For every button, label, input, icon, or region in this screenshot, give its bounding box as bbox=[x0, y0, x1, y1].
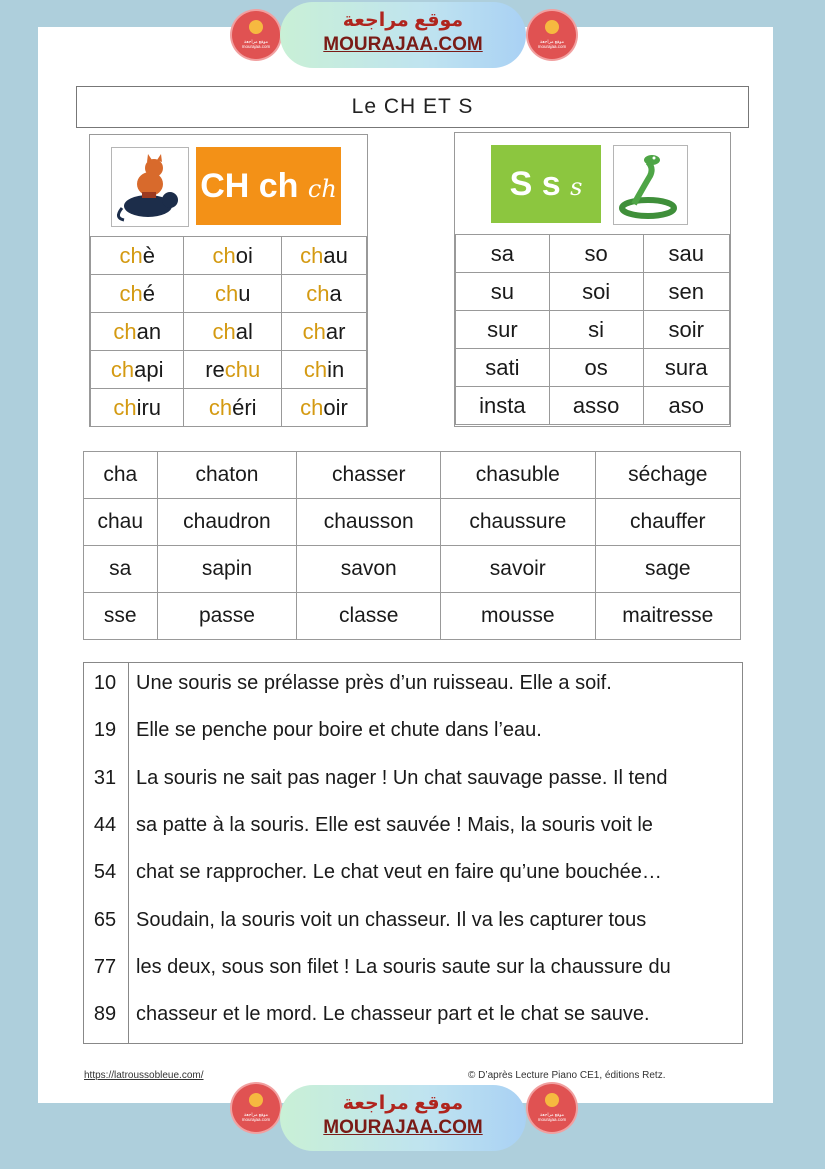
sentence-text: La souris ne sait pas nager ! Un chat sauvage passe. Il tend bbox=[136, 766, 668, 789]
ch-syllable: chiru bbox=[91, 389, 184, 427]
s-syllable-row bbox=[456, 387, 730, 425]
word-row bbox=[84, 593, 741, 640]
snake-picture bbox=[613, 145, 688, 225]
ch-syllable: chal bbox=[184, 313, 282, 351]
text-line bbox=[84, 715, 742, 745]
word-cell: chaton bbox=[157, 452, 297, 499]
ch-letter-card: CH ch ch bbox=[196, 147, 341, 225]
word-cell: chaussure bbox=[441, 499, 596, 546]
text-line bbox=[84, 999, 742, 1029]
word-cell: chau bbox=[84, 499, 158, 546]
ch-syllable: chin bbox=[282, 351, 367, 389]
s-syllable: sur bbox=[456, 311, 550, 349]
site-logo-right: موقع مراجعة mourajaa.com bbox=[528, 11, 576, 59]
word-count: 54 bbox=[93, 861, 117, 884]
s-syllable-row bbox=[456, 349, 730, 387]
ch-syllable: rechu bbox=[184, 351, 282, 389]
text-line bbox=[84, 668, 742, 698]
sentence-text: chasseur et le mord. Le chasseur part et le chat se sauve. bbox=[136, 1003, 650, 1026]
word-cell: chasuble bbox=[441, 452, 596, 499]
site-logo-left-bottom: موقع مراجعة mourajaa.com bbox=[232, 1084, 280, 1132]
word-count: 10 bbox=[93, 672, 117, 694]
ch-syllable: chéri bbox=[184, 389, 282, 427]
site-logo-left: موقع مراجعة mourajaa.com bbox=[232, 11, 280, 59]
word-table bbox=[83, 451, 741, 640]
word-row bbox=[84, 546, 741, 593]
word-count: 19 bbox=[93, 719, 117, 742]
word-cell: séchage bbox=[595, 452, 740, 499]
sentence-text: Une souris se prélasse près d’un ruisseau. Elle a soif. bbox=[136, 672, 612, 694]
word-cell: chauffer bbox=[595, 499, 740, 546]
word-count: 77 bbox=[93, 955, 117, 978]
ch-syllable-box bbox=[89, 134, 368, 427]
word-cell: savon bbox=[297, 546, 441, 593]
s-syllable-row bbox=[456, 273, 730, 311]
credit-text: © D’après Lecture Piano CE1, éditions Retz. bbox=[468, 1070, 666, 1081]
sentence-text: Elle se penche pour boire et chute dans l’eau. bbox=[136, 719, 542, 742]
word-count: 89 bbox=[93, 1003, 117, 1026]
word-cell: chaudron bbox=[157, 499, 297, 546]
word-count: 31 bbox=[93, 766, 117, 789]
ch-syllable-row bbox=[91, 275, 367, 313]
s-syllable-row bbox=[456, 235, 730, 273]
site-domain-bottom[interactable]: MOURAJAA.COM bbox=[323, 1117, 483, 1138]
ch-syllable: char bbox=[282, 313, 367, 351]
site-name-arabic-bottom: موقع مراجعة bbox=[342, 1093, 464, 1114]
site-domain[interactable]: MOURAJAA.COM bbox=[323, 34, 483, 55]
s-syllable: sen bbox=[643, 273, 730, 311]
text-line bbox=[84, 952, 742, 982]
s-syllable: soi bbox=[549, 273, 643, 311]
ch-syllable: ché bbox=[91, 275, 184, 313]
ch-syllable: choir bbox=[282, 389, 367, 427]
s-syllable: sau bbox=[643, 235, 730, 273]
s-header bbox=[455, 133, 730, 235]
ch-syllable: chapi bbox=[91, 351, 184, 389]
s-syllable-box bbox=[454, 132, 731, 427]
word-cell: passe bbox=[157, 593, 297, 640]
worksheet-title: Le CH ET S bbox=[76, 86, 749, 128]
ch-header bbox=[90, 135, 367, 237]
word-row bbox=[84, 499, 741, 546]
s-syllable: su bbox=[456, 273, 550, 311]
s-syllable: insta bbox=[456, 387, 550, 425]
ch-syllable: chu bbox=[184, 275, 282, 313]
site-banner-bottom[interactable] bbox=[280, 1085, 526, 1151]
word-cell: savoir bbox=[441, 546, 596, 593]
word-cell: chausson bbox=[297, 499, 441, 546]
ch-syllable: cha bbox=[282, 275, 367, 313]
snake-icon bbox=[614, 146, 687, 224]
site-name-arabic: موقع مراجعة bbox=[342, 10, 464, 31]
s-syllable: aso bbox=[643, 387, 730, 425]
word-cell: maitresse bbox=[595, 593, 740, 640]
sentence-text: sa patte à la souris. Elle est sauvée ! Mais, la souris voit le bbox=[136, 813, 653, 836]
word-cell: sage bbox=[595, 546, 740, 593]
ch-syllable-table bbox=[90, 236, 367, 427]
word-cell: cha bbox=[84, 452, 158, 499]
site-logo-right-bottom: موقع مراجعة mourajaa.com bbox=[528, 1084, 576, 1132]
word-cell: classe bbox=[297, 593, 441, 640]
source-link[interactable]: https://latroussobleue.com/ bbox=[84, 1070, 204, 1081]
sentence-text: les deux, sous son filet ! La souris saute sur la chaussure du bbox=[136, 955, 671, 978]
cat-riding-mouse-icon bbox=[112, 148, 188, 226]
s-syllable: so bbox=[549, 235, 643, 273]
ch-syllable-row bbox=[91, 237, 367, 275]
reading-text-box bbox=[83, 662, 743, 1044]
ch-syllable: chè bbox=[91, 237, 184, 275]
s-syllable: sa bbox=[456, 235, 550, 273]
ch-syllable-row bbox=[91, 313, 367, 351]
cat-mouse-picture bbox=[111, 147, 189, 227]
s-syllable: si bbox=[549, 311, 643, 349]
s-syllable: os bbox=[549, 349, 643, 387]
s-syllable: sati bbox=[456, 349, 550, 387]
s-letter-card: S s s bbox=[491, 145, 601, 223]
word-row bbox=[84, 452, 741, 499]
word-cell: mousse bbox=[441, 593, 596, 640]
text-line bbox=[84, 810, 742, 840]
s-syllable-row bbox=[456, 311, 730, 349]
word-count: 44 bbox=[93, 813, 117, 836]
s-syllable: sura bbox=[643, 349, 730, 387]
word-cell: sa bbox=[84, 546, 158, 593]
site-banner-top[interactable] bbox=[280, 2, 526, 68]
s-syllable-table bbox=[455, 234, 730, 425]
s-syllable: asso bbox=[549, 387, 643, 425]
word-count: 65 bbox=[93, 908, 117, 931]
text-line bbox=[84, 905, 742, 935]
ch-syllable-row bbox=[91, 351, 367, 389]
text-line bbox=[84, 857, 742, 887]
sentence-text: Soudain, la souris voit un chasseur. Il va les capturer tous bbox=[136, 908, 647, 931]
word-cell: sapin bbox=[157, 546, 297, 593]
word-cell: chasser bbox=[297, 452, 441, 499]
sentence-text: chat se rapprocher. Le chat veut en faire qu’une bouchée… bbox=[136, 861, 662, 884]
ch-syllable: choi bbox=[184, 237, 282, 275]
text-line bbox=[84, 763, 742, 793]
s-syllable: soir bbox=[643, 311, 730, 349]
ch-syllable: chan bbox=[91, 313, 184, 351]
ch-syllable: chau bbox=[282, 237, 367, 275]
ch-syllable-row bbox=[91, 389, 367, 427]
word-cell: sse bbox=[84, 593, 158, 640]
